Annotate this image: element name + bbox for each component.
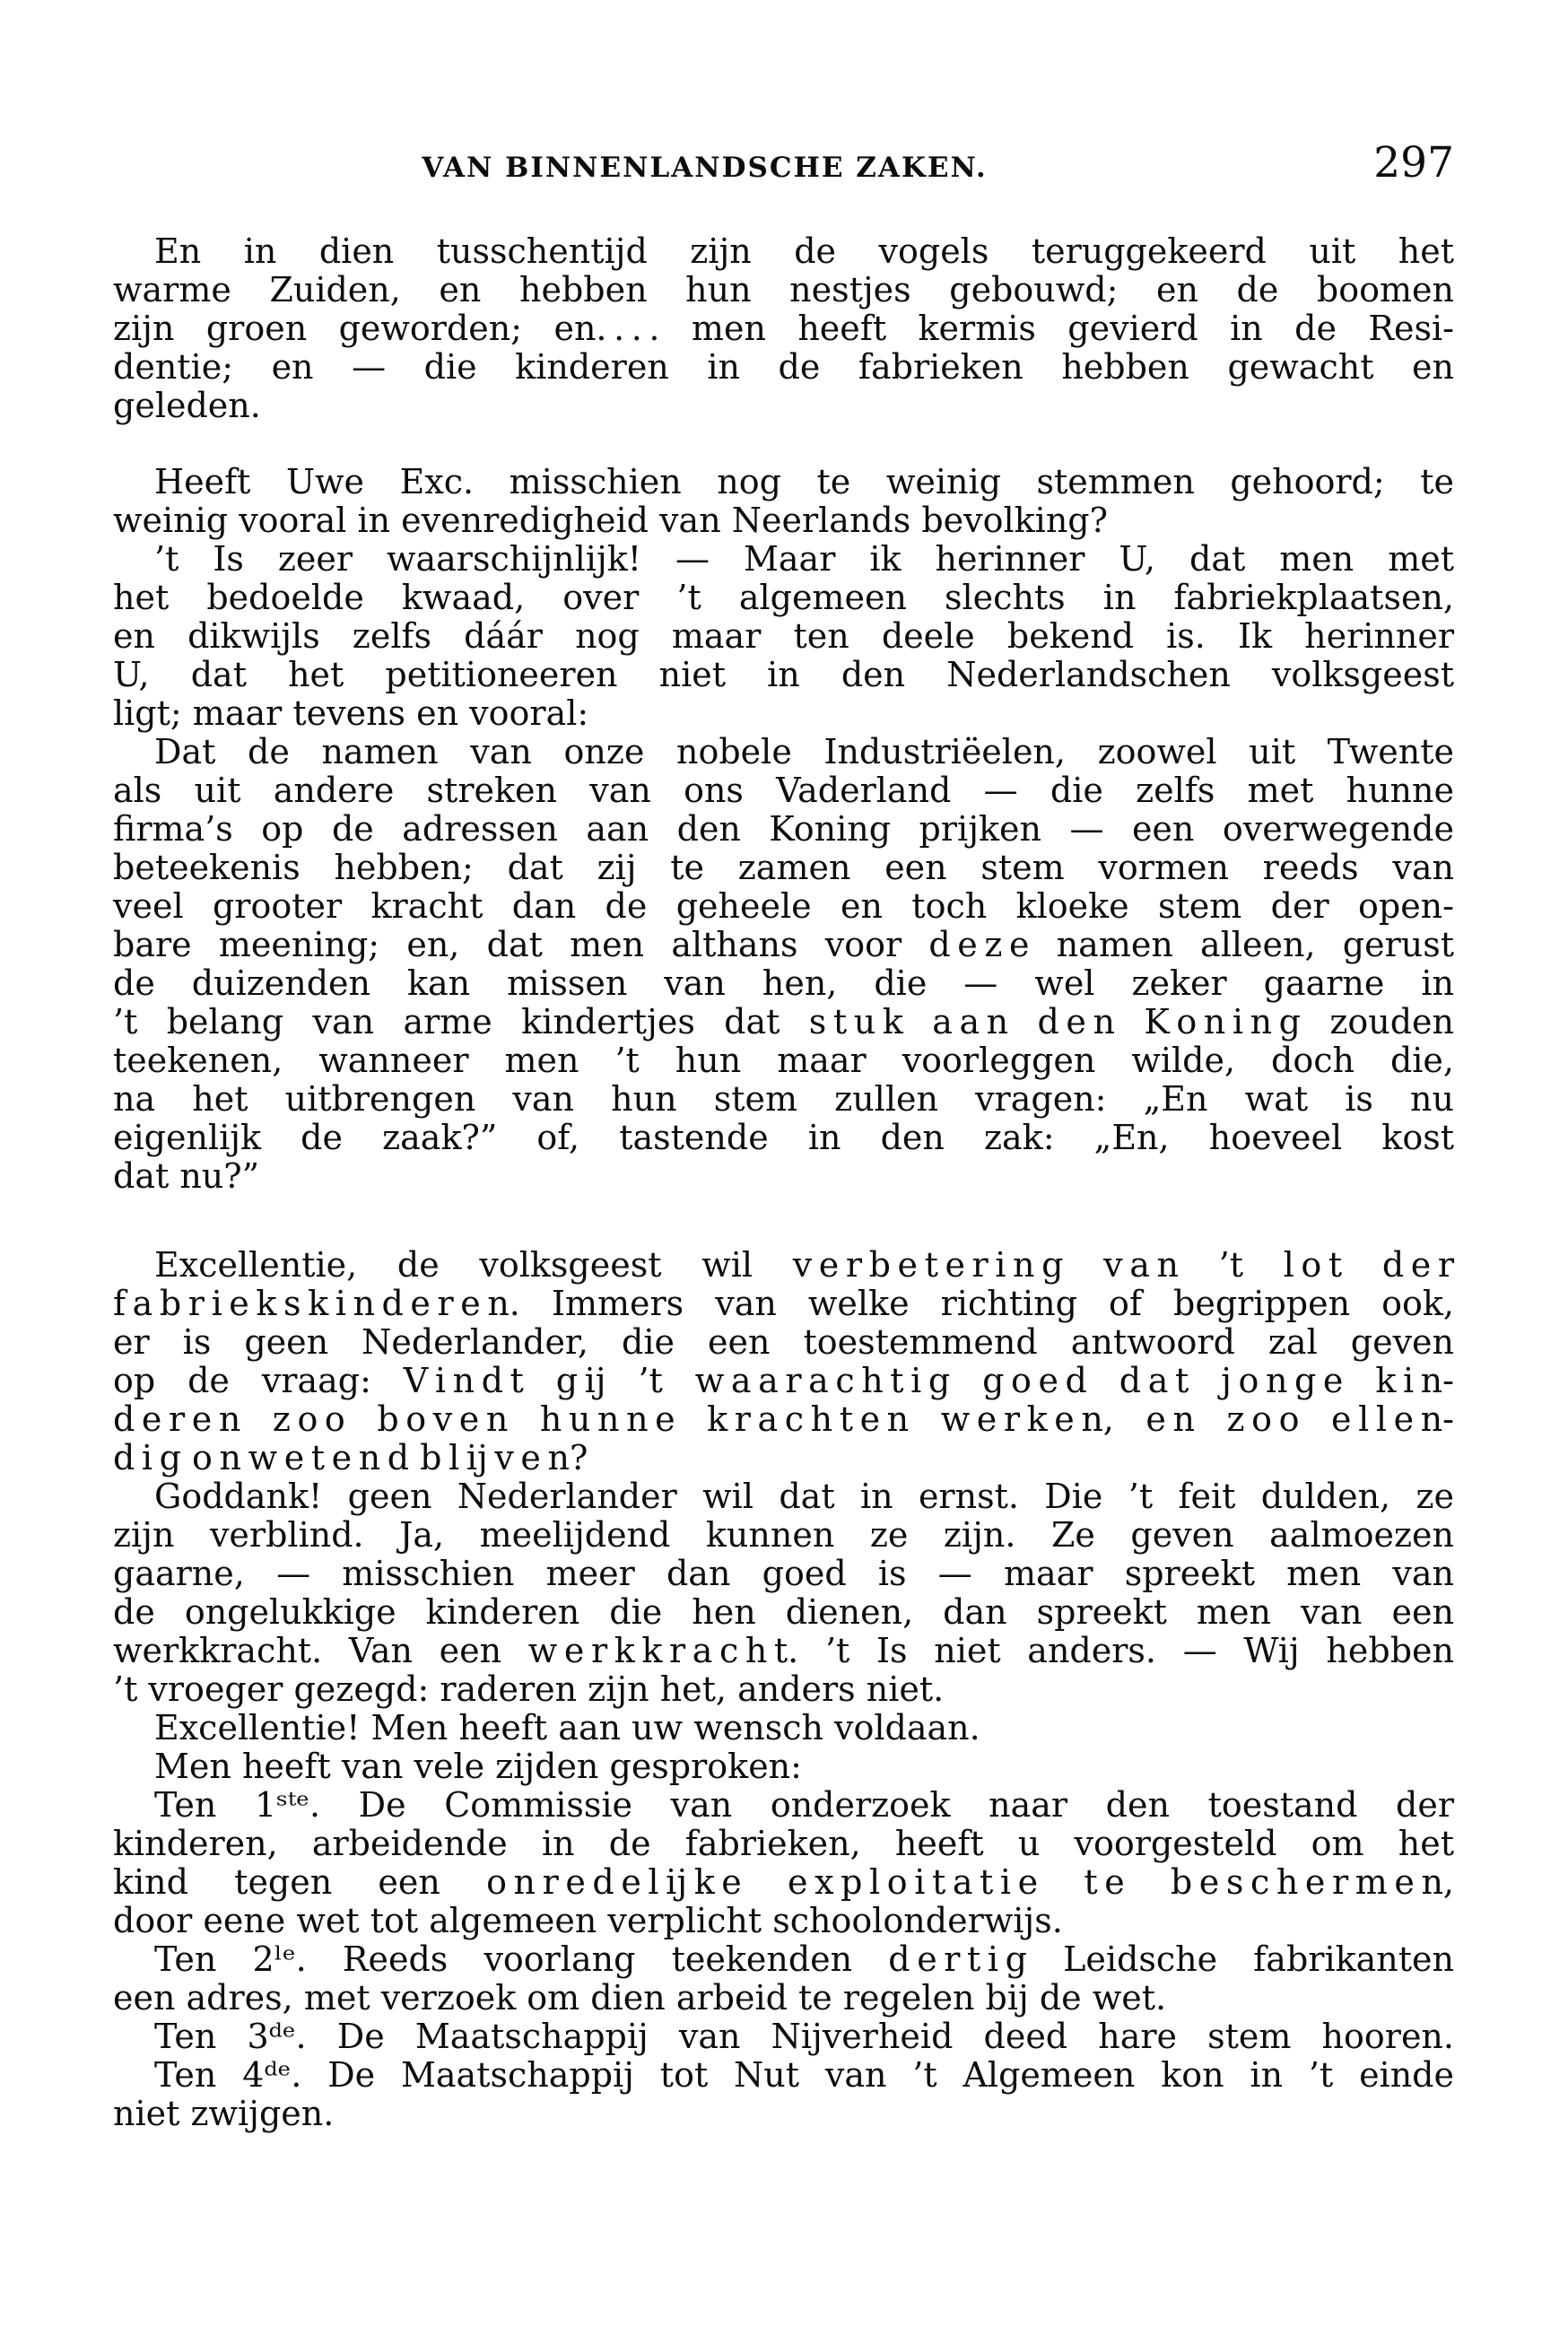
text-line: dentie; en — die kinderen in de fabrieken hebben gewacht en xyxy=(113,347,1454,387)
text-line: als uit andere streken van ons Vaderland — die zelfs met hunne xyxy=(113,771,1454,810)
paragraph xyxy=(113,1709,1454,1747)
text-line: een adres, met verzoek om dien arbeid te regelen bij de wet. xyxy=(113,1978,1167,2018)
text-line: na het uitbrengen van hun stem zullen vragen: „En wat is nu xyxy=(113,1079,1454,1119)
text-line: eigenlijk de zaak?” of, tastende in den zak: „En, hoeveel kost xyxy=(113,1118,1454,1157)
text-line: Ten 1ˢᵗᵉ. De Commissie van onderzoek naar den toestand der xyxy=(154,1785,1454,1825)
paragraph xyxy=(113,463,1454,540)
text-line: f a b r i e k s k i n d e r e n. Immers van welke richting of begrippen ook, xyxy=(113,1284,1454,1323)
text-line: er is geen Nederlander, die een toestemmend antwoord zal geven xyxy=(113,1322,1454,1362)
text-line: kinderen, arbeidende in de fabrieken, heeft u voorgesteld om het xyxy=(113,1824,1454,1863)
text-line: ligt; maar tevens en vooral: xyxy=(113,693,589,733)
text-line: veel grooter kracht dan de geheele en toch kloeke stem der open- xyxy=(113,886,1454,926)
paragraph xyxy=(113,733,1454,1196)
text-line: geleden. xyxy=(113,386,261,425)
page-number: 297 xyxy=(1373,138,1454,187)
paragraph xyxy=(113,2018,1454,2056)
text-line: weinig vooral in evenredigheid van Neerlands bevolking? xyxy=(113,501,1108,540)
text-line: bare meening; en, dat men althans voor d e z e namen alleen, gerust xyxy=(113,925,1454,964)
text-line: Ten 2ˡᵉ. Reeds voorlang teekenden d e r t i g Leidsche fabrikanten xyxy=(154,1939,1454,1979)
text-line: op de vraag: V i n d t g ij ’t w a a r a c h t i g g o e d d a t j o n g e k i n- xyxy=(113,1361,1454,1400)
text-line: beteekenis hebben; dat zij te zamen een stem vormen reeds van xyxy=(113,848,1454,887)
text-line: warme Zuiden, en hebben hun nestjes gebouwd; en de boomen xyxy=(113,270,1454,309)
text-line: Men heeft van vele zijden gesproken: xyxy=(154,1747,802,1786)
paragraph xyxy=(113,1747,1454,1786)
paragraph xyxy=(113,232,1454,425)
paragraph xyxy=(113,1940,1454,2018)
page-header xyxy=(113,138,1454,189)
text-line: U, dat het petitioneeren niet in den Nederlandschen volksgeest xyxy=(113,655,1454,694)
paragraph xyxy=(113,540,1454,733)
text-line: Ten 3ᵈᵉ. De Maatschappij van Nijverheid deed hare stem hooren. xyxy=(154,2017,1454,2056)
text-line: de duizenden kan missen van hen, die — wel zeker gaarne in xyxy=(113,963,1454,1003)
text-line: dat nu?” xyxy=(113,1156,260,1196)
text-line: en dikwijls zelfs dáár nog maar ten deele bekend is. Ik herinner xyxy=(113,616,1454,656)
text-line: d e r e n z o o b o v e n h u n n e k r a c h t e n w e r k e n, e n z o o e l l e n- xyxy=(113,1399,1454,1439)
text-line: werkkracht. Van een w e r k k r a c h t. ’t Is niet anders. — Wij hebben xyxy=(113,1631,1454,1670)
paragraph xyxy=(113,1477,1454,1709)
text-line: kind tegen een o n r e d e l ij k e e x p l o i t a t i e t e b e s c h e r m e n, xyxy=(113,1862,1454,1902)
page-body xyxy=(113,232,1454,2133)
text-line: Dat de namen van onze nobele Industriëelen, zoowel uit Twente xyxy=(154,732,1454,771)
text-line: Excellentie! Men heeft aan uw wensch voldaan. xyxy=(154,1708,980,1747)
text-line: niet zwijgen. xyxy=(113,2094,335,2133)
text-line: de ongelukkige kinderen die hen dienen, dan spreekt men van een xyxy=(113,1592,1454,1632)
paragraph xyxy=(113,1786,1454,1940)
text-line: Goddank! geen Nederlander wil dat in ernst. Die ’t feit dulden, ze xyxy=(154,1477,1454,1516)
text-line: zijn verblind. Ja, meelijdend kunnen ze zijn. Ze geven aalmoezen xyxy=(113,1515,1454,1555)
text-line: teekenen, wanneer men ’t hun maar voorleggen wilde, doch die, xyxy=(113,1041,1454,1080)
text-line: ’t Is zeer waarschijnlijk! — Maar ik herinner U, dat men met xyxy=(154,539,1454,579)
text-line: door eene wet tot algemeen verplicht schoolonderwijs. xyxy=(113,1901,1063,1940)
paragraph xyxy=(113,2056,1454,2133)
text-line: het bedoelde kwaad, over ’t algemeen slechts in fabriekplaatsen, xyxy=(113,578,1454,617)
text-line: Excellentie, de volksgeest wil v e r b e t e r i n g v a n ’t l o t d e r xyxy=(154,1245,1454,1285)
text-line: En in dien tusschentijd zijn de vogels teruggekeerd uit het xyxy=(154,231,1454,271)
text-line: Ten 4ᵈᵉ. De Maatschappij tot Nut van ’t Algemeen kon in ’t einde xyxy=(154,2055,1454,2095)
text-line: zijn groen geworden; en. . . . men heeft kermis gevierd in de Resi- xyxy=(113,309,1454,348)
running-head-title: VAN BINNENLANDSCHE ZAKEN. xyxy=(422,152,988,184)
text-line: Heeft Uwe Exc. misschien nog te weinig stemmen gehoord; te xyxy=(154,462,1454,501)
paragraph xyxy=(113,1246,1454,1477)
text-line: gaarne, — misschien meer dan goed is — maar spreekt men van xyxy=(113,1554,1454,1593)
text-line: d i g o n w e t e n d b l ij v e n? xyxy=(113,1438,588,1477)
text-line: ’t belang van arme kindertjes dat s t u k a a n d e n K o n i n g zouden xyxy=(113,1002,1454,1041)
text-line: ’t vroeger gezegd: raderen zijn het, anders niet. xyxy=(113,1669,945,1709)
text-line: firma’s op de adressen aan den Koning prijken — een overwegende xyxy=(113,809,1454,849)
